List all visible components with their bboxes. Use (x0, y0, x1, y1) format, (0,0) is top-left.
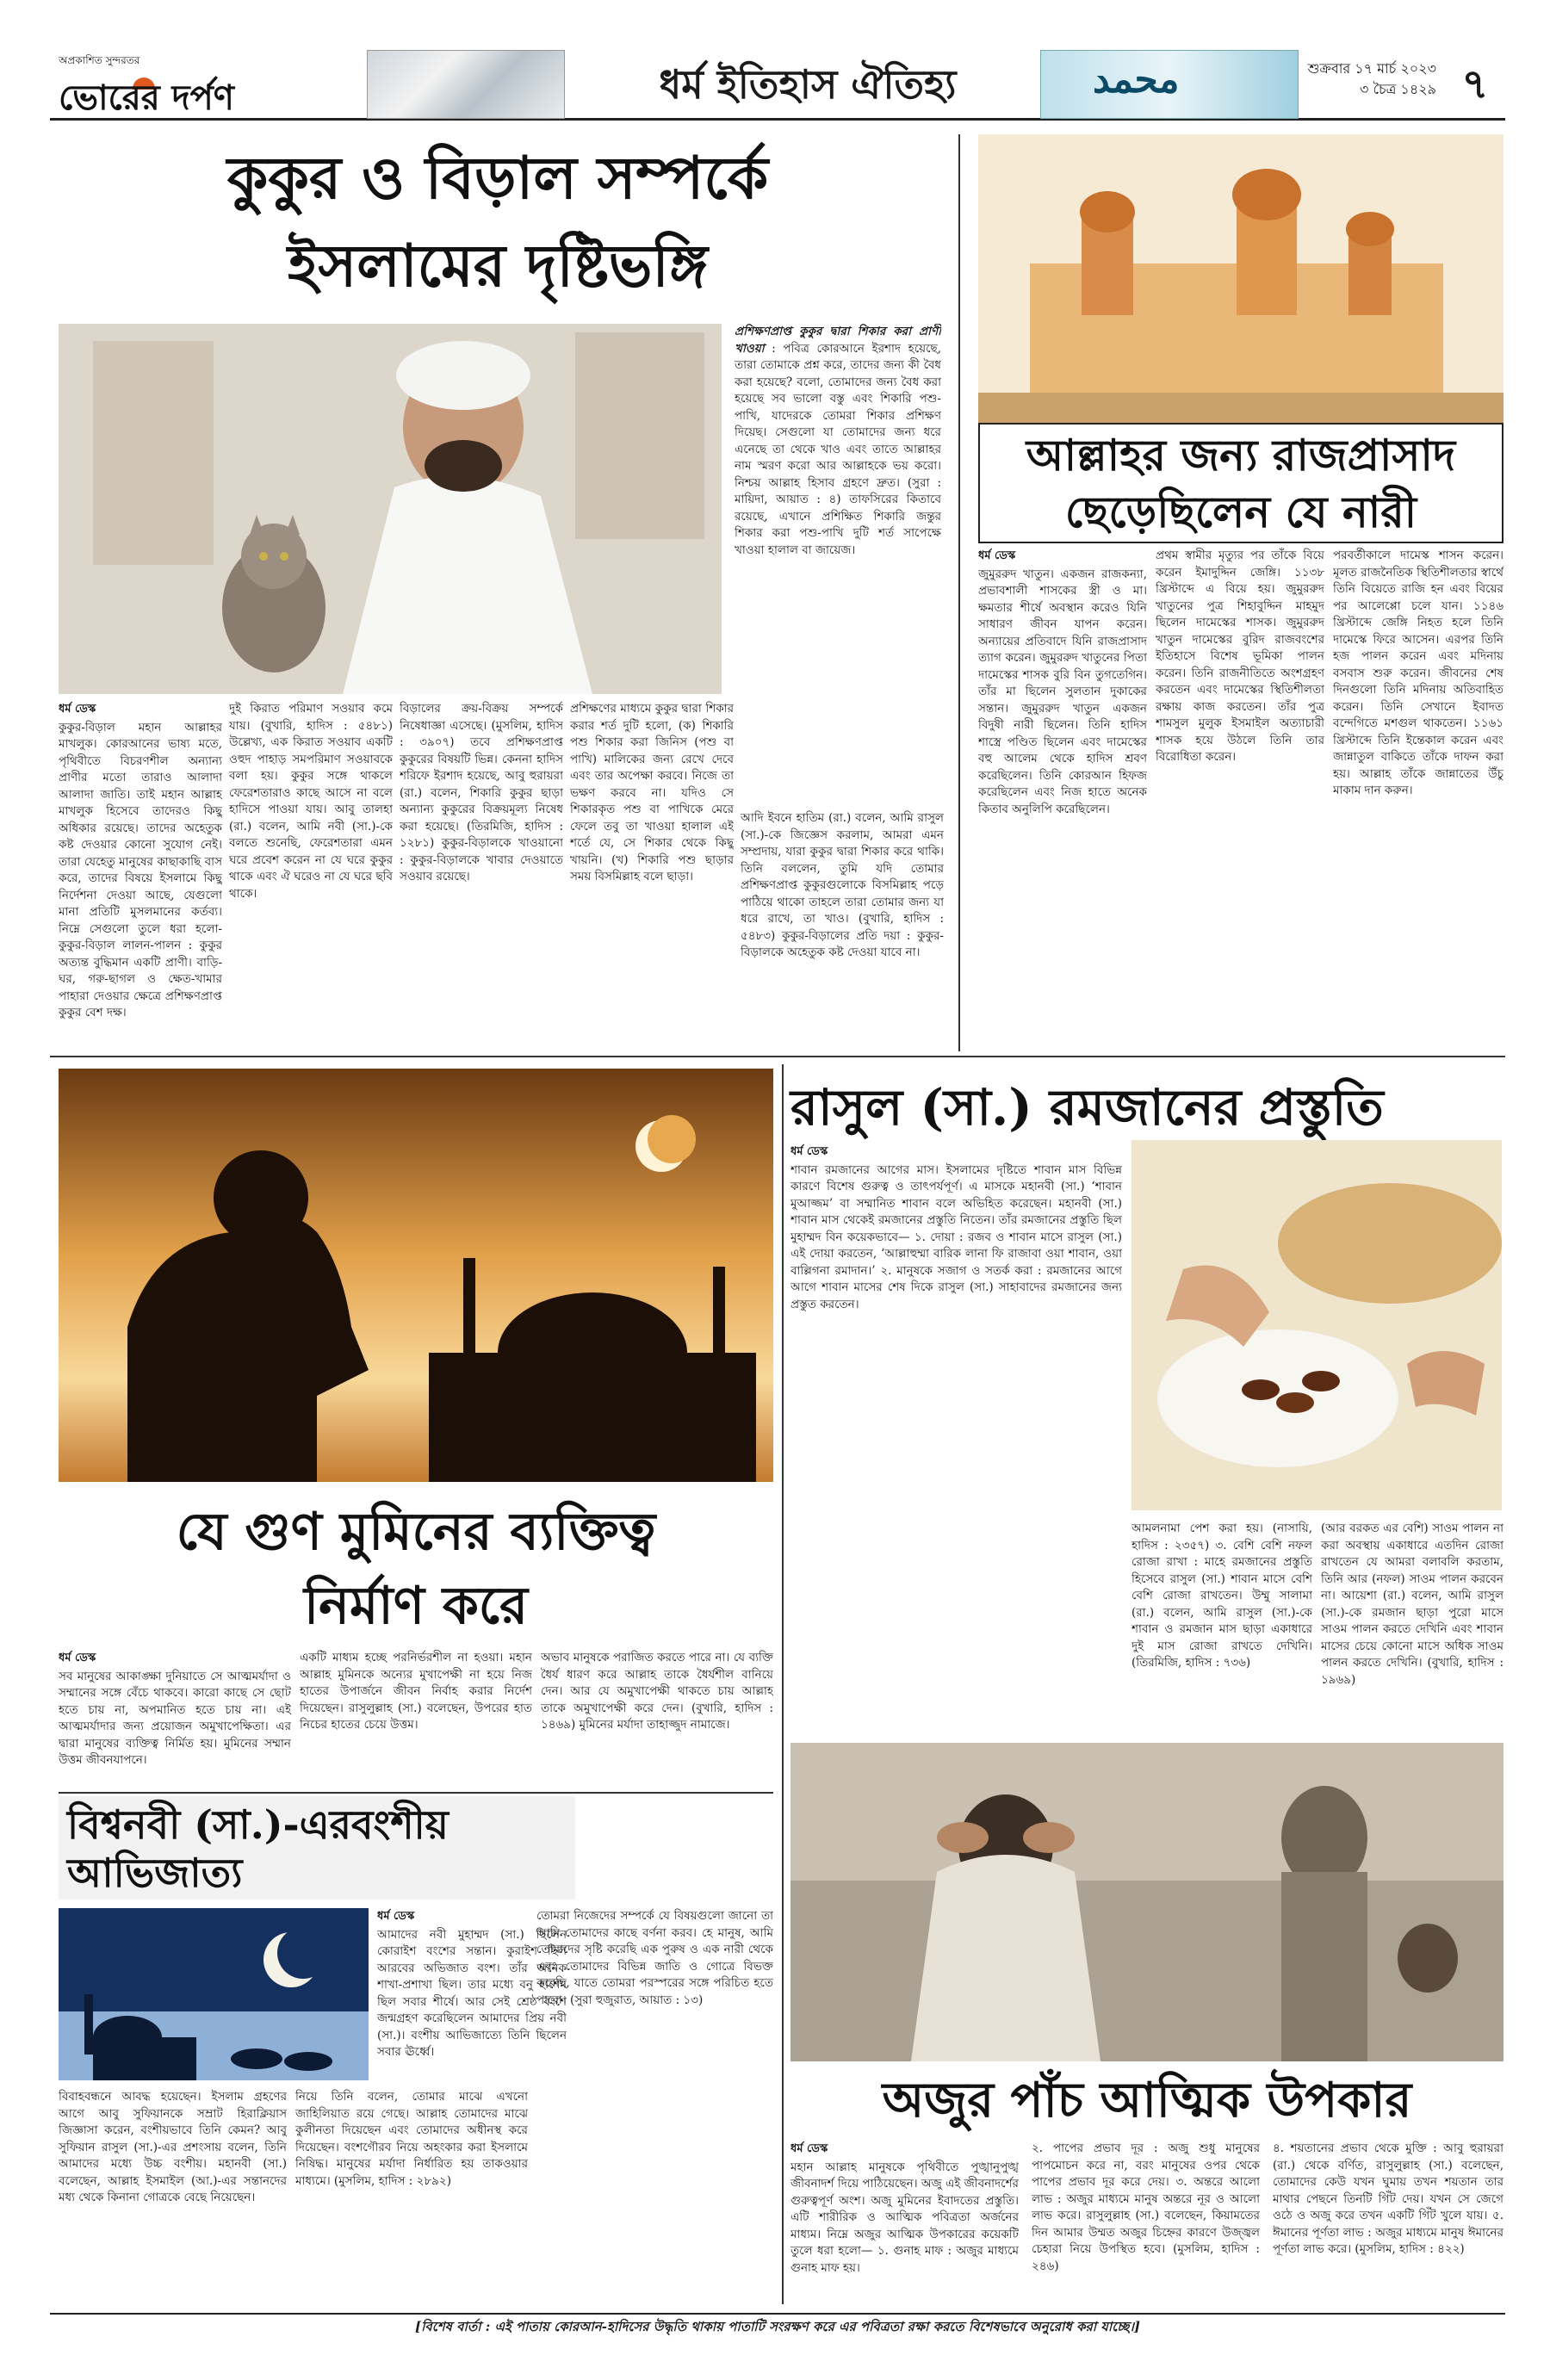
article3-col1-text: সব মানুষের আকাঙ্ক্ষা দুনিয়াতে সে আত্মমর্যাদা ও সম্মানের সঙ্গে বেঁচে থাকবে। কারো কাছে সে ছোট হতে চায় না, অপমানিত হতে চায় না। এই আত্মমর্যাদার জন্য প্রয়োজন অমুখাপেক্ষিতা। এর দ্বারা মানুষের ব্যক্তিত্ব নির্মিত হয়। মুমিনের সম্মান উত্তম জীবনযাপনে। (59, 1669, 291, 1767)
article1-col3: বিড়ালের ক্রয়-বিক্রয় সম্পর্কে নিষেধাজ্ঞা এসেছে। (মুসলিম, হাদিস : ৩৯০৭) তবে প্রশিক্ষণপ্রাপ্ত কুকুরের বিষয়টি ভিন্ন। কেননা হাদিস শরিফে ইরশাদ হয়েছে, আবু হুরায়রা (রা.) বলেন, শিকারি কুকুর ছাড়া অন্যান্য কুকুরের বিক্রয়মূল্য নিষেধ করা হয়েছে। (তিরমিজি, হাদিস : ১২৮১) কুকুর-বিড়ালকে খাওয়ানো : কুকুর-বিড়ালকে খাবার দেওয়াতে সওয়াব রয়েছে। (400, 702, 563, 883)
calligraphy-text: محمد (1093, 58, 1180, 102)
article2-col3: পরবর্তীকালে দামেস্ক শাসন করেন। মূলত রাজনৈতিক স্থিতিশীলতার স্বার্থে তিনি বিয়েতে রাজি হন এবং বিয়ের পর আলেপ্পো চলে যান। ১১৪৬ খ্রিস্টাব্দে জেঙ্গি নিহত হলে তিনি দামেস্কে ফিরে আসেন। এরপর তিনি হজ পালন করেন এবং মদিনায় বসবাস শুরু করেন। জীবনের শেষ দিনগুলো তিনি মদিনায় অতিবাহিত করেন। তিনি সেখানে ইবাদত বন্দেগিতে মশগুল থাকতেন। ১১৬১ খ্রিস্টাব্দে তিনি ইন্তেকাল করেন এবং জান্নাতুল বাকিতে তাঁকে দাফন করা হয়। আল্লাহ তাঁকে জান্নাতের উঁচু মাকাম দান করুন। (1333, 549, 1504, 797)
article4-col1 (790, 1144, 1122, 1798)
article3-headline-line1: যে গুণ মুমিনের ব্যক্তিত্ব (176, 1502, 656, 1562)
article3-headline (59, 1495, 773, 1643)
article6-col1-text: মহান আল্লাহ মানুষকে পৃথিবীতে পুঙ্খানুপুঙ্খ জীবনাদর্শ দিয়ে পাঠিয়েছেন। অজু এই জীবনাদর্শের গুরুত্বপূর্ণ অংশ। অজু মুমিনের ইবাদতের প্রস্তুতি। এটি শারীরিক ও আত্মিক পবিত্রতা অর্জনের মাধ্যম। নিম্নে অজুর আত্মিক উপকারের কয়েকটি তুলে ধরা হলো— ১. গুনাহ মাফ : অজুর মাধ্যমে গুনাহ মাফ হয়। (790, 2160, 1019, 2275)
article2-desk: ধর্ম ডেস্ক (978, 549, 1016, 562)
article2-headline (978, 427, 1504, 541)
article4-col3: (আর বরকত এর বেশি) সাওম পালন না করা অবস্থায় একাধারে এতদিন রোজা রাখতেন যে আমরা বলাবলি করতাম, তিনি আর (নফল) সাওম পালন করবেন না। আয়েশা (রা.) বলেন, আমি রাসুল (সা.)-কে রমজান ছাড়া পুরো মাসে সাওম পালন করতে দেখিনি এবং শাবান মাসের চেয়ে কোনো মাসে অধিক সাওম পালন করতে দেখিনি। (বুখারি, হাদিস : ১৯৬৯) (1321, 1522, 1504, 1687)
article5-headline-line2: আভিজাত্য (67, 1850, 243, 1896)
article4-headline: রাসুল (সা.) রমজানের প্রস্তুতি (790, 1078, 1384, 1137)
article3-col2: একটি মাধ্যম হচ্ছে পরনির্ভরশীল না হওয়া। মহান আল্লাহ মুমিনকে অন্যের মুখাপেক্ষী না হয়ে নিজ হাতের উপার্জনে জীবন নির্বাহ করার নির্দেশ দিয়েছেন। রাসুলুল্লাহ (সা.) বলেছেন, উপরের হাত নিচের হাতের চেয়ে উত্তম। (300, 1651, 532, 1732)
article5-col2: নিয়ে তিনি বলেন, তোমার মাঝে এখনো জাহিলিয়াত রয়ে গেছে। আল্লাহ তোমাদের মাঝে কুলীনতা দিয়েছেন এবং তোমাদের অধীনস্থ করে দিয়েছেন। বংশগৌরব নিয়ে অহংকার করা ইসলামে নিষিদ্ধ। মানুষের মর্যাদা নির্ধারিত হয় তাকওয়ার মাধ্যমে। (মুসলিম, হাদিস : ২৮৯২) (295, 2090, 528, 2188)
article6-col3: ৪. শয়তানের প্রভাব থেকে মুক্তি : আবু হুরায়রা (রা.) থেকে বর্ণিত, রাসুলুল্লাহ (সা.) বলেছেন, তোমাদের কেউ যখন ঘুমায় তখন শয়তান তার মাথার পেছনে তিনটি গিঁট দেয়। যখন সে জেগে ওঠে ও অজু করে তখন একটি গিঁট খুলে যায়। ৫. ঈমানের পূর্ণতা লাভ : অজুর মাধ্যমে মানুষ ঈমানের পূর্ণতা লাভ করে। (মুসলিম, হাদিস : ৪২২) (1273, 2141, 1504, 2256)
article5-desk: ধর্ম ডেস্ক (377, 1910, 415, 1923)
article3-col1 (59, 1650, 291, 1788)
article3-headline-line2: নির্মাণ করে (304, 1576, 528, 1636)
article1-side-subhead: প্রশিক্ষণপ্রাপ্ত কুকুর দ্বারা শিকার করা প্রাণী খাওয়া (735, 325, 941, 356)
article5-headline-line1: বিশ্বনবী (সা.)-এরবংশীয় (67, 1801, 449, 1848)
article5-col1: বিবাহবন্ধনে আবদ্ধ হয়েছেন। ইসলাম গ্রহণের আগে আবু সুফিয়ানকে সম্রাট হিরাক্লিয়াস জিজ্ঞাসা করেন, বংশীয়ভাবে তিনি কেমন? আবু সুফিয়ান রাসুল (সা.)-এর প্রশংসায় বলেন, তিনি আমাদের মধ্যে উচ্চ বংশীয়। মহানবী (সা.) বলেছেন, আল্লাহ ইসমাইল (আ.)-এর সন্তানদের মধ্য থেকে কিনানা গোত্রকে বেছে নিয়েছেন। (59, 2090, 287, 2204)
calligraphy-banner-image (1040, 50, 1299, 119)
horizontal-rule (50, 1056, 1505, 1057)
paper-logo (53, 52, 363, 117)
article2-col1-text: জুমুররুদ খাতুন। একজন রাজকন্যা, প্রভাবশালী শাসকের স্ত্রী ও মা। ক্ষমতার শীর্ষে অবস্থান করেও যিনি সাধারণ জীবন যাপন করেন। অন্যায়ের প্রতিবাদে যিনি রাজপ্রাসাদ ত্যাগ করেন। জুমুররুদ খাতুনের পিতা দামেস্কের শাসক বুরি বিন তুগতেগিন। তাঁর মা ছিলেন সুলতান দুকাকের সন্তান। জুমুররুদ খাতুন একজন বিদুষী নারী ছিলেন। তিনি হাদিস শাস্ত্রে পণ্ডিত ছিলেন এবং দামেস্কের বহু আলেম থেকে হাদিস শ্রবণ করেছিলেন। তিনি কোরআন হিফজ করেছিলেন এবং নিজ হাতে অনেক কিতাব অনুলিপি করেছিলেন। (978, 567, 1147, 816)
article5-headline (67, 1800, 567, 1897)
article3-desk: ধর্ম ডেস্ক (59, 1652, 96, 1664)
article5-col3: তোমরা নিজেদের সম্পর্কে যে বিষয়গুলো জানো তা আমি তোমাদের কাছে বর্ণনা করব। হে মানুষ, আমি তোমাদের সৃষ্টি করেছি এক পুরুষ ও এক নারী থেকে এবং তোমাদের বিভিন্ন জাতি ও গোত্রে বিভক্ত করেছি, যাতে তোমরা পরস্পরের সঙ্গে পরিচিত হতে পারো। (সুরা হুজুরাত, আয়াত : ১৩) (536, 1909, 773, 2007)
article1-headline (50, 134, 946, 310)
article2-headline-line2: ছেড়েছিলেন যে নারী (1064, 487, 1417, 537)
article2-col2: প্রথম স্বামীর মৃত্যুর পর তাঁকে বিয়ে করেন ইমাদুদ্দিন জেঙ্গি। ১১৩৮ খ্রিস্টাব্দে এ বিয়ে হয়। জুমুররুদ খাতুনের পুত্র শিহাবুদ্দিন মাহমুদ ছিলেন দামেস্কের শাসক। জুমুররুদ খাতুন দামেস্কের বুরিদ রাজবংশের ইতিহাসে বিশেষ ভূমিকা পালন করেন। তিনি রাজনীতিতে অংশগ্রহণ করতেন এবং দামেস্কের স্থিতিশীলতা রক্ষায় কাজ করতেন। তাঁর পুত্র শামসুল মুলুক ইসমাইল অত্যাচারী শাসক হয়ে উঠলে তিনি তার বিরোধিতা করেন। (1156, 549, 1324, 764)
article1-side-text: পবিত্র কোরআনে ইরশাদ হয়েছে, তারা তোমাকে প্রশ্ন করে, তাদের জন্য কী বৈধ করা হয়েছে? বলো, তোমাদের জন্য বৈধ করা হয়েছে সব ভালো বস্তু এবং শিকারি পশু-পাখি, যাদেরকে তোমরা শিকার প্রশিক্ষণ দিয়েছ। সেগুলো যা তোমাদের জন্য ধরে এনেছে তা থেকে খাও এবং তাতে আল্লাহর নাম স্মরণ করো আর আল্লাহকে ভয় করো। নিশ্চয় আল্লাহ হিসাব গ্রহণে দ্রুত। (সুরা : মায়িদা, আয়াত : ৪) তাফসিরের কিতাবে রয়েছে, এখানে প্রশিক্ষিত শিকারি জন্তুর শিকার করা পশু-পাখি দুটি শর্ত সাপেক্ষে খাওয়া হালাল বা জায়েজ। (735, 341, 941, 557)
article6-desk: ধর্ম ডেস্ক (790, 2142, 828, 2155)
article1-col1-text: কুকুর-বিড়াল মহান আল্লাহর মাখলুক। কোরআনের ভাষ্য মতে, পৃথিবীতে বিচরণশীল অন্যান্য প্রাণীর মতো তারাও আলাদা আলাদা জাতি। তাই মহান আল্লাহ মাখলুক হিসেবে তাদেরও কিছু অধিকার রয়েছে। তাদের অহেতুক কষ্ট দেওয়ার কোনো সুযোগ নেই। তারা যেহেতু মানুষের কাছাকাছি বাস করে, তাদের বিষয়ে ইসলামে কিছু নির্দেশনা দেওয়া আছে, যেগুলো মানা প্রতিটি মুসলমানের কর্তব্য। নিম্নে সেগুলো তুলে ধরা হলো- কুকুর-বিড়াল লালন-পালন : কুকুর অত্যন্ত বুদ্ধিমান একটি প্রাণী। বাড়ি-ঘর, গরু-ছাগল ও ক্ষেত-খামার পাহারা দেওয়ার ক্ষেত্রে প্রশিক্ষণপ্রাপ্ত কুকুর বেশ দক্ষ। (59, 720, 222, 1020)
stressed-man-photo (790, 1743, 1504, 2061)
article6-col1 (790, 2141, 1019, 2313)
masthead (50, 48, 1505, 121)
article2-col1 (978, 548, 1147, 1043)
article4-desk: ধর্ম ডেস্ক (790, 1145, 828, 1158)
paper-name: ভোরের দর্পণ (59, 77, 234, 118)
horizontal-rule (59, 1792, 773, 1794)
man-with-cat-photo (59, 324, 722, 694)
dates-iftar-photo (1132, 1140, 1502, 1510)
date-gregorian: শুক্রবার ১৭ মার্চ ২০২৩ (1307, 60, 1436, 77)
date-bengali: ৩ চৈত্র ১৪২৯ (1360, 81, 1436, 97)
article1-col4: প্রশিক্ষণের মাধ্যমে কুকুর দ্বারা শিকার করার শর্ত দুটি হলো, (ক) শিকারি পশু শিকার করা জিনিস (পশু বা পাখি) মালিকের জন্য রেখে দেবে এবং তার অপেক্ষা করবে। নিজে তা ভক্ষণ করবে না। যদিও সে শিকারকৃত পশু বা পাখিকে মেরে ফেলে তবু তা খাওয়া হালাল এই শর্তে যে, সে শিকার থেকে কিছু খায়নি। (খ) শিকারি পশু ছাড়ার সময় বিসমিল্লাহ বলে ছাড়া। (570, 702, 734, 883)
article6-headline: অজুর পাঁচ আত্মিক উপকার (882, 2072, 1412, 2129)
book-banner-image (367, 50, 565, 119)
article1-side-column: প্রশিক্ষণপ্রাপ্ত কুকুর দ্বারা শিকার করা প্রাণী খাওয়া : পবিত্র কোরআনে ইরশাদ হয়েছে, তারা তোমাকে প্রশ্ন করে, তাদের জন্য কী বৈধ করা হয়েছে? বলো, তোমাদের জন্য বৈধ করা হয়েছে সব ভালো বস্তু এবং শিকারি পশু-পাখি, যাদেরকে তোমরা শিকার প্রশিক্ষণ দিয়েছ। সেগুলো যা তোমাদের জন্য ধরে এনেছে তা থেকে খাও এবং তাতে আল্লাহর নাম স্মরণ করো আর আল্লাহকে ভয় করো। নিশ্চয় আল্লাহ হিসাব গ্রহণে দ্রুত। (সুরা : মায়িদা, আয়াত : ৪) তাফসিরের কিতাবে রয়েছে, এখানে প্রশিক্ষিত শিকারি জন্তুর শিকার করা পশু-পাখি দুটি শর্ত সাপেক্ষে খাওয়া হালাল বা জায়েজ। (735, 325, 941, 557)
newspaper-page (50, 48, 1505, 2339)
dateline (1307, 59, 1436, 100)
article4-col2: আমলনামা পেশ করা হয়। (নাসায়ি, হাদিস : ২৩৫৭) ৩. বেশি বেশি নফল রোজা রাখা : মাহে রমজানের প্রস্তুতি হিসেবে রাসুল (সা.) শাবান মাসে বেশি বেশি রোজা রাখতেন। উম্মু সালামা (রা.) বলেন, আমি রাসুল (সা.)-কে শাবান ও রমজান মাস ছাড়া একাধারে দুই মাস রোজা রাখতে দেখিনি। (তিরমিজি, হাদিস : ৭৩৬) (1132, 1522, 1312, 1670)
footer-notice: [বিশেষ বার্তা : এই পাতায় কোরআন-হাদিসের উদ্ধৃতি থাকায় পাতাটি সংরক্ষণ করে এর পবিত্রতা রক্ষা করতে বিশেষভাবে অনুরোধ করা যাচ্ছে।] (50, 2313, 1505, 2337)
article1-col1 (59, 701, 222, 1050)
paper-tagline: অপ্রকাশিত সুন্দরতর (59, 54, 140, 66)
palace-painting-photo (978, 134, 1504, 462)
article1-headline-line1: কুকুর ও বিড়াল সম্পর্কে (226, 144, 769, 213)
article6-col2: ২. পাপের প্রভাব দূর : অজু শুধু মানুষের পাপমোচন করে না, বরং মানুষের ওপর থেকে পাপের প্রভাব দূর করে দেয়। ৩. অন্তরে আলো লাভ : অজুর মাধ্যমে মানুষ অন্তরে নূর ও আলো লাভ করে। রাসুলুল্লাহ (সা.) বলেছেন, কিয়ামতের দিন আমার উম্মত অজুর চিহ্নের কারণে উজ্জ্বল চেহারা নিয়ে উপস্থিত হবে। (মুসলিম, হাদিস : ২৪৬) (1032, 2141, 1260, 2273)
article3-col3: অভাব মানুষকে পরাজিত করতে পারে না। যে ব্যক্তি ধৈর্য ধারণ করে আল্লাহ তাকে ধৈর্যশীল বানিয়ে দেন। আর যে অমুখাপেক্ষী থাকতে চায় আল্লাহ তাকে অমুখাপেক্ষী করে দেন। (বুখারি, হাদিস : ১৪৬৯) মুমিনের মর্যাদা তাহাজ্জুদ নামাজে। (541, 1651, 773, 1732)
page-number: ৭ (1461, 60, 1489, 108)
section-title: ধর্ম ইতিহাস ঐতিহ্য (659, 61, 957, 108)
praying-silhouette-photo (59, 1069, 773, 1482)
crescent-moon-mosque-photo (59, 1908, 369, 2080)
column-rule (782, 1064, 784, 2304)
column-rule (958, 134, 960, 1051)
article5-side-text: আমাদের নবী মুহাম্মদ (সা.) ছিলেন কোরাইশ বংশের সন্তান। কুরাইশ ছিল আরবের অভিজাত বংশ। তাঁর অনেক শাখা-প্রশাখা ছিল। তার মধ্যে বনু হাশেম ছিল সবার শীর্ষে। আর সেই শ্রেষ্ঠ বংশে জন্মগ্রহণ করেছিলেন আমাদের প্রিয় নবী (সা.)। বংশীয় আভিজাত্যে তিনি ছিলেন সবার ঊর্ধ্বে। (377, 1927, 567, 2059)
article2-headline-line1: আল্লাহর জন্য রাজপ্রাসাদ (1026, 430, 1456, 480)
article1-headline-line2: ইসলামের দৃষ্টিভঙ্গি (287, 232, 708, 301)
article1-col5: আদি ইবনে হাতিম (রা.) বলেন, আমি রাসুল (সা.)-কে জিজ্ঞেস করলাম, আমরা এমন সম্প্রদায়, যারা কুকুর দ্বারা শিকার করে থাকি। তিনি বললেন, তুমি যদি তোমার প্রশিক্ষণপ্রাপ্ত কুকুরগুলোকে বিসমিল্লাহ পড়ে পাঠিয়ে থাকো তাহলে তারা তোমার জন্য যা ধরে রাখে, তা খাও। (বুখারি, হাদিস : ৫৪৮৩) কুকুর-বিড়ালের প্রতি দয়া : কুকুর-বিড়ালকে অহেতুক কষ্ট দেওয়া যাবে না। (741, 811, 944, 959)
article1-col2: দুই কিরাত পরিমাণ সওয়াব কমে যায়। (বুখারি, হাদিস : ৫৪৮১) উল্লেখ্য, এক কিরাত সওয়াব একটি ওহুদ পাহাড় সমপরিমাণ সওয়াবকে বলা হয়। কুকুর সঙ্গে থাকলে ফেরেশতারাও কাছে আসে না বলে হাদিসে পাওয়া যায়। আবু তালহা (রা.) বলেন, আমি নবী (সা.)-কে বলতে শুনেছি, ফেরেশতারা এমন ঘরে প্রবেশ করেন না যে ঘরে কুকুর থাকে এবং ঐ ঘরেও না যে ঘরে ছবি থাকে। (229, 702, 393, 901)
article1-desk: ধর্ম ডেস্ক (59, 703, 96, 716)
article4-col1-text: শাবান রমজানের আগের মাস। ইসলামের দৃষ্টিতে শাবান মাস বিভিন্ন কারণে বিশেষ গুরুত্ব ও তাৎপর্যপূর্ণ। এ মাসকে মহানবী (সা.) ‘শাবান মুআজ্জম’ বা সম্মানিত শাবান বলে অভিহিত করেছেন। মহানবী (সা.) শাবান মাস থেকেই রমজানের প্রস্তুতি নিতেন। তাঁর রমজানের প্রস্তুতি ছিল মুহাম্মদ বিন কয়েকভাবে— ১. দোয়া : রজব ও শাবান মাসে রাসুল (সা.) এই দোয়া করতেন, ‘আল্লাহুম্মা বারিক লানা ফি রাজাবা ওয়া শাবান, ওয়া বাল্লিগনা রমাদান।’ ২. মানুষকে সজাগ ও সতর্ক করা : রমজানের আগে আগে শাবান মাসের শেষ দিকে রাসুল (সা.) সাহাবাদের রমজানের জন্য প্রস্তুত করতেন। (790, 1162, 1122, 1311)
